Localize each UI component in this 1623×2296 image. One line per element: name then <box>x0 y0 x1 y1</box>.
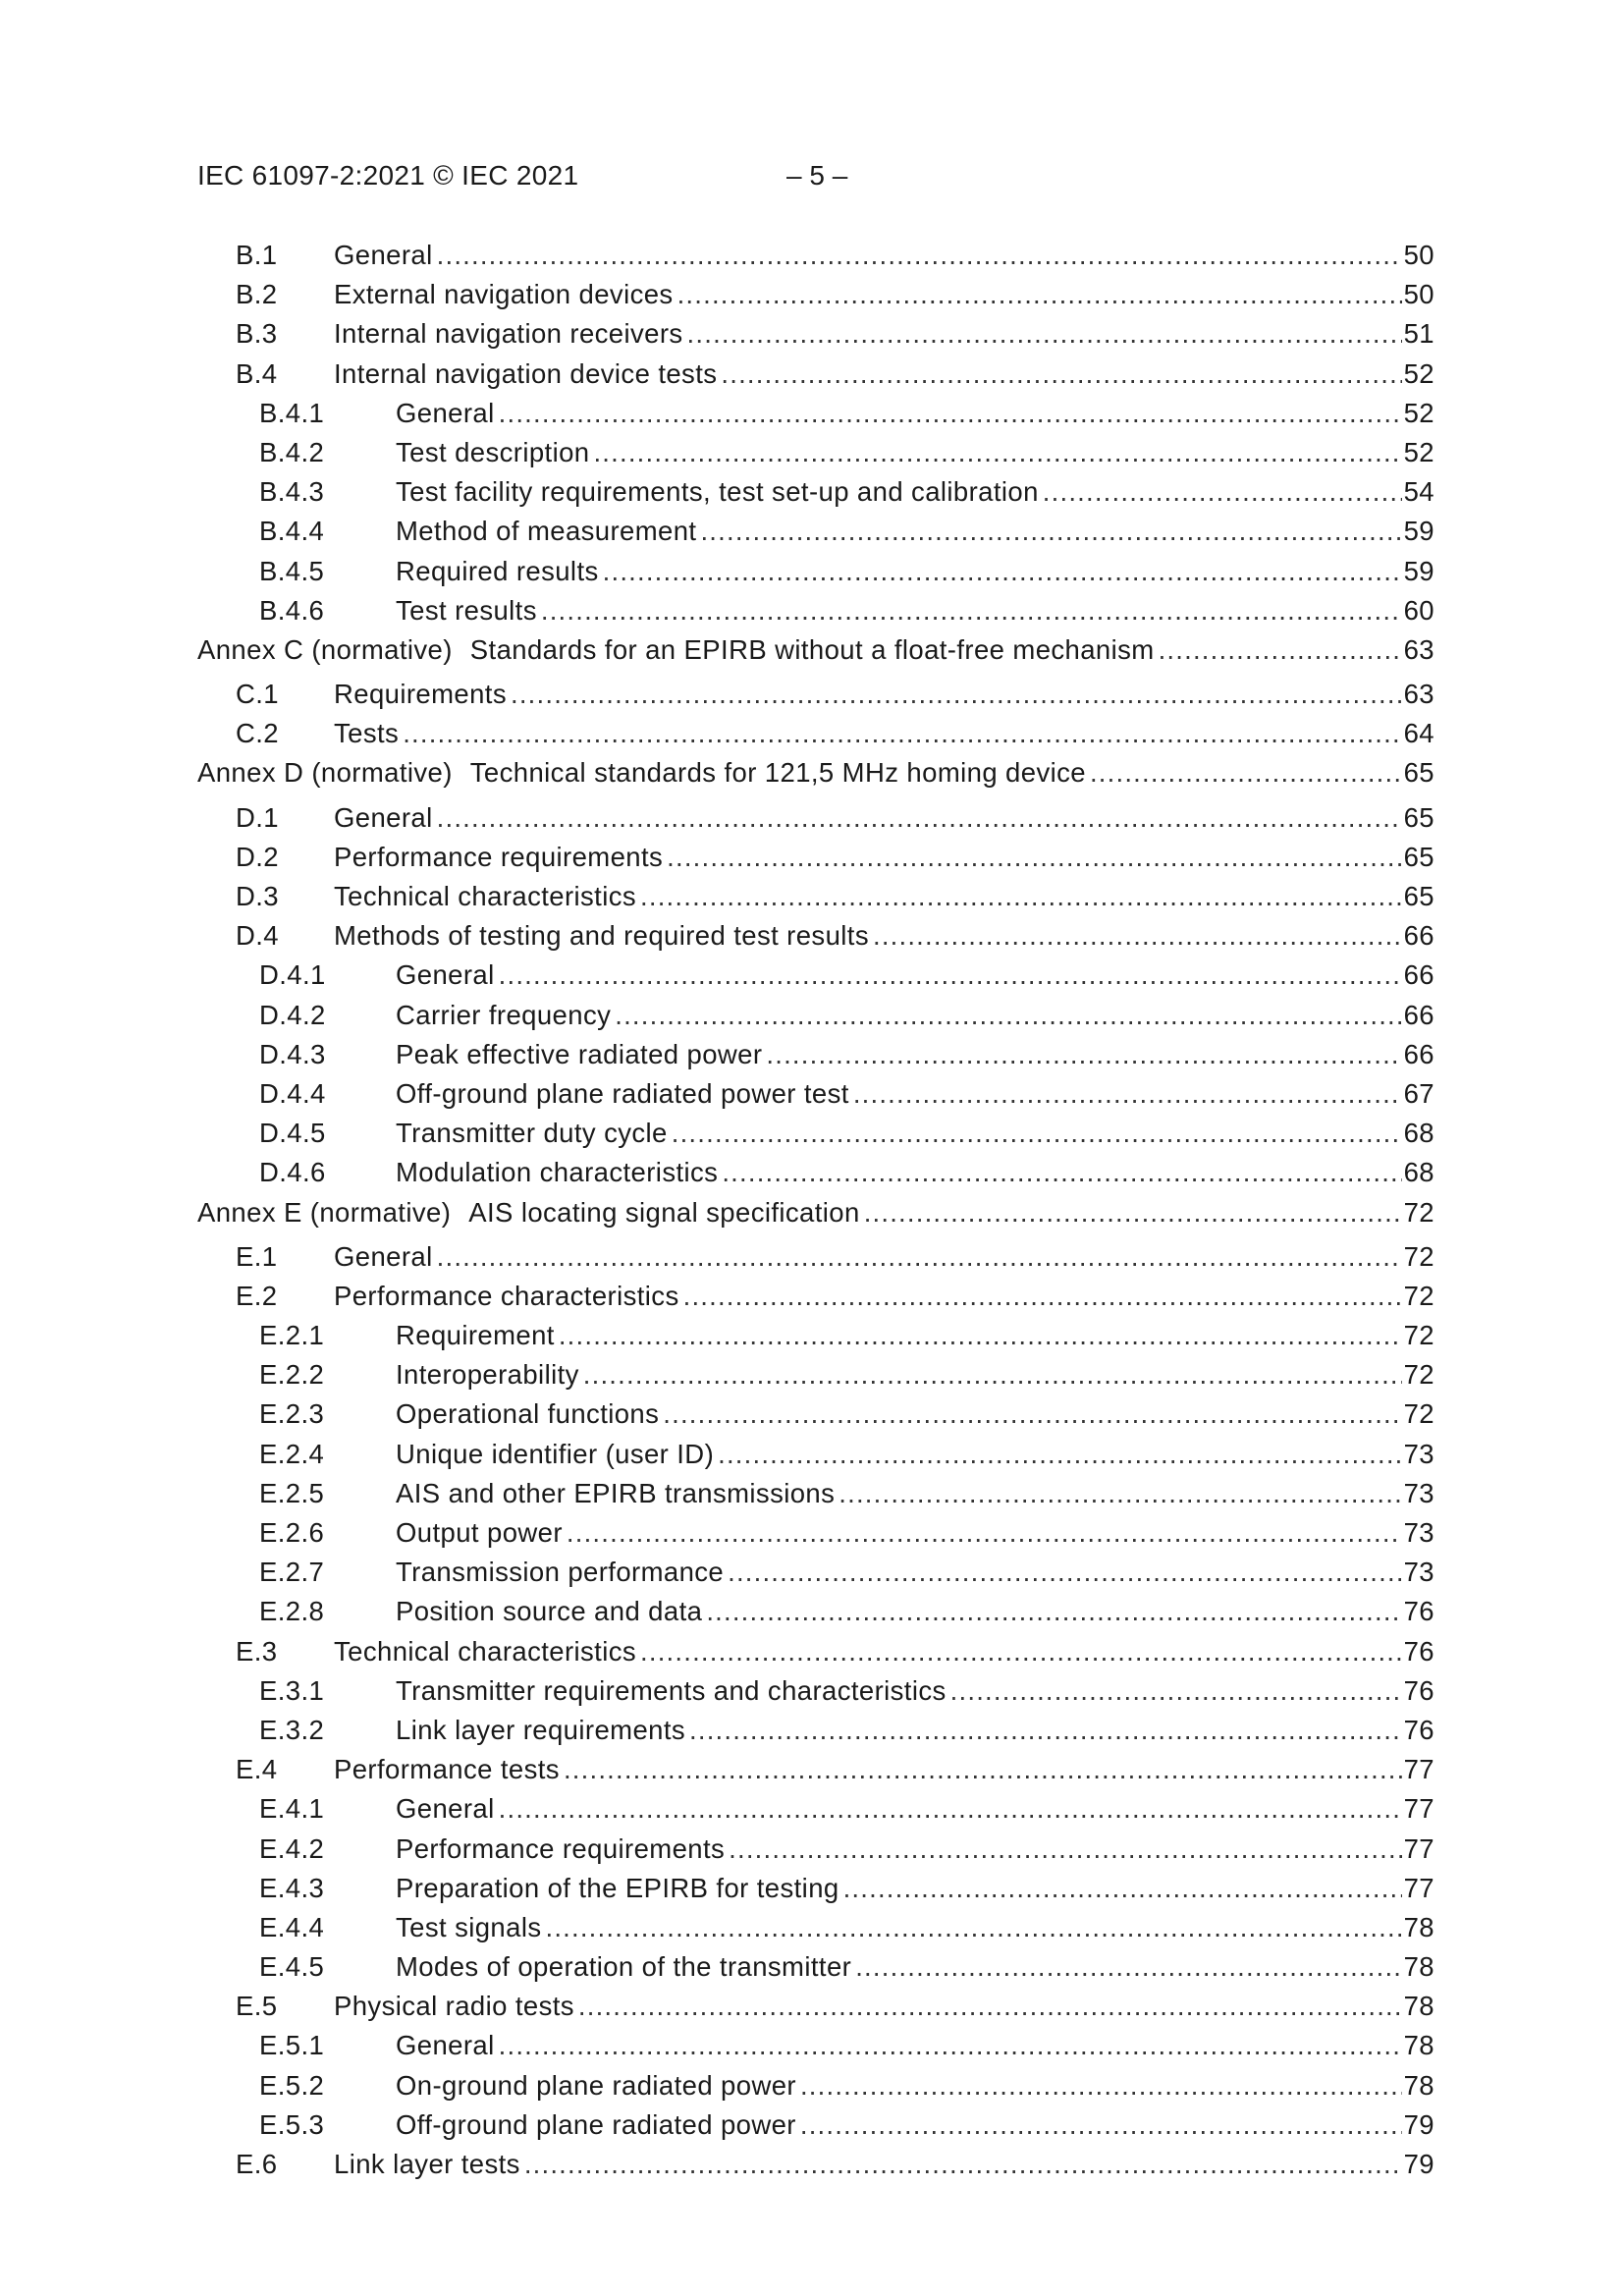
toc-entry[interactable] <box>197 838 1434 877</box>
toc-entry[interactable] <box>197 355 1434 394</box>
toc-entry-page: 72 <box>1403 1196 1434 1228</box>
toc-dot-leader <box>603 552 1402 591</box>
toc-dot-leader <box>559 1316 1402 1355</box>
toc-dot-leader <box>640 1632 1402 1671</box>
toc-dot-leader <box>677 275 1402 314</box>
toc-entry[interactable] <box>197 956 1434 995</box>
toc-entry-title: Off-ground plane radiated power test <box>396 1077 849 1109</box>
toc-entry-number: B.4.1 <box>259 397 325 428</box>
toc-dot-leader <box>853 1074 1402 1114</box>
toc-entry[interactable] <box>197 1671 1434 1711</box>
toc-entry-number: B.4.4 <box>259 516 325 547</box>
toc-dot-leader <box>511 675 1402 714</box>
toc-entry-number: E.6 <box>236 2149 278 2179</box>
toc-entry-title: Test signals <box>396 1911 542 1942</box>
toc-annex-entry[interactable] <box>197 630 1434 670</box>
toc-entry-title: Performance characteristics <box>334 1280 679 1311</box>
toc-entry-title: Technical characteristics <box>334 881 637 911</box>
toc-entry-title: General <box>334 240 433 270</box>
toc-entry-page: 50 <box>1403 240 1434 270</box>
toc-entry-number: B.4 <box>236 357 278 389</box>
toc-dot-leader <box>583 1355 1402 1394</box>
toc-entry[interactable] <box>197 2066 1434 2105</box>
toc-dot-leader <box>564 1750 1402 1789</box>
toc-entry-title: Peak effective radiated power <box>396 1038 763 1069</box>
toc-entry-page: 65 <box>1403 801 1434 833</box>
toc-entry-title: Methods of testing and required test results <box>334 920 869 952</box>
toc-entry-number: E.4.5 <box>259 1951 325 1983</box>
toc-entry[interactable] <box>197 877 1434 916</box>
toc-entry-number: E.2.1 <box>259 1320 325 1351</box>
toc-dot-leader <box>672 1114 1402 1153</box>
toc-entry[interactable] <box>197 394 1434 433</box>
toc-entry[interactable] <box>197 472 1434 512</box>
toc-entry-page: 52 <box>1403 436 1434 467</box>
toc-entry-title: Physical radio tests <box>334 1991 574 2022</box>
toc-entry-number: E.2.8 <box>259 1596 325 1627</box>
toc-entry-title: Test description <box>396 436 590 467</box>
toc-entry-page: 65 <box>1403 881 1434 911</box>
toc-entry-number: D.4.5 <box>259 1118 326 1149</box>
toc-entry-number: B.4.6 <box>259 594 325 626</box>
toc-entry-number: E.4.3 <box>259 1872 325 1903</box>
toc-entry[interactable] <box>197 1592 1434 1631</box>
toc-entry-number: E.4.1 <box>259 1793 325 1825</box>
toc-dot-leader <box>437 798 1402 838</box>
toc-dot-leader <box>499 1789 1402 1829</box>
toc-entry-title: Technical characteristics <box>334 1635 637 1667</box>
toc-entry-page: 78 <box>1403 1991 1434 2022</box>
toc-annex-entry[interactable] <box>197 1193 1434 1232</box>
toc-entry-page: 79 <box>1403 2149 1434 2179</box>
toc-entry-title: Carrier frequency <box>396 999 612 1030</box>
toc-entry-page: 72 <box>1403 1359 1434 1391</box>
toc-entry-page: 79 <box>1403 2108 1434 2140</box>
toc-entry-title: AIS locating signal specification <box>468 1196 860 1228</box>
toc-entry-page: 68 <box>1403 1118 1434 1149</box>
toc-entry-number: B.4.3 <box>259 476 325 508</box>
toc-entry[interactable] <box>197 433 1434 472</box>
toc-entry-title: Off-ground plane radiated power <box>396 2108 796 2140</box>
toc-entry-title: Requirement <box>396 1320 555 1351</box>
toc-dot-leader <box>839 1474 1401 1513</box>
toc-entry[interactable] <box>197 1908 1434 1947</box>
toc-entry-page: 63 <box>1403 679 1434 710</box>
toc-entry-number: E.5.2 <box>259 2069 325 2101</box>
toc-dot-leader <box>950 1671 1402 1711</box>
toc-dot-leader <box>766 1035 1401 1074</box>
toc-entry-number: B.4.2 <box>259 436 325 467</box>
toc-entry-title: Transmitter requirements and characteristics <box>396 1674 947 1706</box>
toc-entry-title: Interoperability <box>396 1359 579 1391</box>
page-number: – 5 – <box>786 160 848 191</box>
toc-entry-page: 63 <box>1403 633 1434 665</box>
toc-dot-leader <box>663 1394 1401 1434</box>
toc-entry[interactable] <box>197 1316 1434 1355</box>
toc-entry-title: Modulation characteristics <box>396 1157 719 1188</box>
toc-dot-leader <box>873 916 1402 956</box>
toc-entry-page: 72 <box>1403 1320 1434 1351</box>
toc-entry[interactable] <box>197 714 1434 753</box>
toc-entry[interactable] <box>197 1035 1434 1074</box>
toc-entry-page: 76 <box>1403 1674 1434 1706</box>
toc-entry-number: E.4 <box>236 1754 278 1785</box>
toc-entry-page: 60 <box>1403 594 1434 626</box>
toc-dot-leader <box>864 1193 1402 1232</box>
toc-entry-title: External navigation devices <box>334 279 674 310</box>
toc-entry-number: E.2.5 <box>259 1477 325 1508</box>
toc-entry-title: Unique identifier (user ID) <box>396 1438 715 1469</box>
toc-entry[interactable] <box>197 2026 1434 2065</box>
toc-dot-leader <box>499 394 1402 433</box>
toc-entry[interactable] <box>197 1153 1434 1192</box>
toc-dot-leader <box>843 1869 1402 1908</box>
toc-entry-title: Performance tests <box>334 1754 560 1785</box>
toc-entry-number: E.5.1 <box>259 2030 325 2061</box>
toc-entry-title: Method of measurement <box>396 516 697 547</box>
toc-entry-title: Output power <box>396 1517 563 1548</box>
toc-entry-number: E.2.2 <box>259 1359 325 1391</box>
toc-entry-title: Standards for an EPIRB without a float-free mechanism <box>469 633 1155 665</box>
toc-entry-number: E.2.7 <box>259 1557 325 1588</box>
toc-dot-leader <box>403 714 1401 753</box>
toc-entry-page: 73 <box>1403 1557 1434 1588</box>
toc-entry[interactable] <box>197 512 1434 551</box>
toc-dot-leader <box>541 591 1402 630</box>
toc-entry-number: D.3 <box>236 881 279 911</box>
toc-entry-number: D.2 <box>236 841 279 872</box>
toc-entry-page: 73 <box>1403 1438 1434 1469</box>
toc-entry-number: Annex D (normative) <box>197 757 453 789</box>
toc-dot-leader <box>667 838 1401 877</box>
toc-entry-page: 78 <box>1403 1951 1434 1983</box>
toc-entry-title: Link layer tests <box>334 2149 520 2179</box>
toc-entry-page: 78 <box>1403 2030 1434 2061</box>
toc-entry[interactable] <box>197 275 1434 314</box>
toc-entry[interactable] <box>197 314 1434 354</box>
toc-dot-leader <box>437 1237 1402 1277</box>
toc-dot-leader <box>700 512 1401 551</box>
toc-dot-leader <box>1090 753 1402 793</box>
toc-entry-title: Tests <box>334 718 400 749</box>
toc-entry-number: E.5 <box>236 1991 278 2022</box>
toc-entry-page: 50 <box>1403 279 1434 310</box>
toc-entry-title: Operational functions <box>396 1398 660 1430</box>
toc-entry-page: 66 <box>1403 999 1434 1030</box>
toc-entry[interactable] <box>197 1632 1434 1671</box>
toc-entry-title: Position source and data <box>396 1596 703 1627</box>
toc-dot-leader <box>718 1435 1401 1474</box>
toc-entry-title: Performance requirements <box>396 1832 726 1864</box>
toc-entry[interactable] <box>197 1237 1434 1277</box>
toc-dot-leader <box>722 1153 1401 1192</box>
toc-entry-title: Required results <box>396 555 599 586</box>
toc-entry-number: D.4.3 <box>259 1038 326 1069</box>
toc-entry-page: 76 <box>1403 1635 1434 1667</box>
toc-entry-page: 72 <box>1403 1280 1434 1311</box>
toc-entry-page: 73 <box>1403 1477 1434 1508</box>
toc-entry-number: E.3.2 <box>259 1714 325 1745</box>
toc-entry-title: Transmitter duty cycle <box>396 1118 668 1149</box>
toc-entry[interactable] <box>197 1074 1434 1114</box>
toc-entry-page: 77 <box>1403 1832 1434 1864</box>
toc-entry-title: Preparation of the EPIRB for testing <box>396 1872 839 1903</box>
toc-dot-leader <box>800 2066 1402 2105</box>
toc-entry-page: 59 <box>1403 555 1434 586</box>
toc-entry[interactable] <box>197 2105 1434 2145</box>
toc-dot-leader <box>687 314 1402 354</box>
toc-entry-number: E.2 <box>236 1280 278 1311</box>
toc-entry-number: D.4.6 <box>259 1157 326 1188</box>
toc-entry[interactable] <box>197 1750 1434 1789</box>
toc-dot-leader <box>689 1711 1402 1750</box>
toc-entry[interactable] <box>197 1869 1434 1908</box>
toc-entry-page: 65 <box>1403 841 1434 872</box>
toc-entry-title: Requirements <box>334 679 507 710</box>
toc-entry-number: E.5.3 <box>259 2108 325 2140</box>
toc-entry-title: Internal navigation device tests <box>334 357 718 389</box>
toc-entry-page: 77 <box>1403 1793 1434 1825</box>
toc-entry[interactable] <box>197 1553 1434 1592</box>
toc-entry-page: 52 <box>1403 357 1434 389</box>
toc-entry-page: 66 <box>1403 920 1434 952</box>
toc-entry-number: C.1 <box>236 679 279 710</box>
toc-entry-number: Annex E (normative) <box>197 1196 452 1228</box>
toc-entry-page: 76 <box>1403 1714 1434 1745</box>
toc-entry-number: D.4.2 <box>259 999 326 1030</box>
toc-dot-leader <box>499 956 1402 995</box>
toc-entry[interactable] <box>197 2145 1434 2184</box>
toc-entry-page: 66 <box>1403 1038 1434 1069</box>
toc-entry-title: On-ground plane radiated power <box>396 2069 796 2101</box>
toc-entry-number: D.4.1 <box>259 959 326 991</box>
toc-entry-number: D.4.4 <box>259 1077 326 1109</box>
toc-dot-leader <box>800 2105 1402 2145</box>
toc-entry-page: 66 <box>1403 959 1434 991</box>
toc-dot-leader <box>615 996 1401 1035</box>
toc-dot-leader <box>855 1947 1401 1987</box>
toc-entry-title: AIS and other EPIRB transmissions <box>396 1477 836 1508</box>
toc-entry[interactable] <box>197 916 1434 956</box>
toc-entry-page: 64 <box>1403 718 1434 749</box>
toc-entry-number: E.3.1 <box>259 1674 325 1706</box>
toc-entry-title: General <box>396 1793 495 1825</box>
toc-dot-leader <box>578 1987 1402 2026</box>
toc-dot-leader <box>721 355 1401 394</box>
toc-entry-page: 51 <box>1403 318 1434 350</box>
toc-entry-page: 72 <box>1403 1240 1434 1272</box>
toc-entry-number: B.1 <box>236 240 278 270</box>
toc-entry[interactable] <box>197 552 1434 591</box>
toc-entry[interactable] <box>197 798 1434 838</box>
page-header <box>197 157 1434 194</box>
toc-dot-leader <box>706 1592 1401 1631</box>
toc-entry[interactable] <box>197 1947 1434 1987</box>
toc-entry[interactable] <box>197 1513 1434 1553</box>
toc-entry[interactable] <box>197 236 1434 275</box>
toc-entry-number: E.3 <box>236 1635 278 1667</box>
toc-entry-number: B.2 <box>236 279 278 310</box>
toc-entry[interactable] <box>197 1277 1434 1316</box>
toc-dot-leader <box>1159 630 1402 670</box>
toc-entry-number: B.3 <box>236 318 278 350</box>
toc-dot-leader <box>728 1553 1402 1592</box>
toc-entry[interactable] <box>197 1987 1434 2026</box>
toc-dot-leader <box>437 236 1402 275</box>
toc-dot-leader <box>593 433 1401 472</box>
toc-entry-title: Link layer requirements <box>396 1714 686 1745</box>
toc-entry-title: General <box>396 959 495 991</box>
toc-entry-page: 59 <box>1403 516 1434 547</box>
toc-entry-page: 52 <box>1403 397 1434 428</box>
toc-entry-title: Test results <box>396 594 537 626</box>
toc-entry[interactable] <box>197 1474 1434 1513</box>
toc-entry-title: Performance requirements <box>334 841 664 872</box>
toc-dot-leader <box>499 2026 1402 2065</box>
toc-entry-number: D.1 <box>236 801 279 833</box>
toc-annex-entry[interactable] <box>197 753 1434 793</box>
toc-entry-page: 65 <box>1403 757 1434 789</box>
toc-entry-page: 77 <box>1403 1872 1434 1903</box>
toc-entry-number: E.4.4 <box>259 1911 325 1942</box>
toc-dot-leader <box>683 1277 1402 1316</box>
toc-dot-leader <box>640 877 1402 916</box>
toc-entry-page: 73 <box>1403 1517 1434 1548</box>
toc-entry-number: Annex C (normative) <box>197 633 453 665</box>
toc-entry[interactable] <box>197 1711 1434 1750</box>
toc-entry-title: Internal navigation receivers <box>334 318 683 350</box>
toc-entry-page: 78 <box>1403 1911 1434 1942</box>
toc-entry-number: E.2.3 <box>259 1398 325 1430</box>
toc-entry-number: D.4 <box>236 920 279 952</box>
toc-entry-number: C.2 <box>236 718 279 749</box>
toc-entry-page: 78 <box>1403 2069 1434 2101</box>
toc-entry-page: 72 <box>1403 1398 1434 1430</box>
toc-entry-number: E.2.4 <box>259 1438 325 1469</box>
toc-entry-number: E.2.6 <box>259 1517 325 1548</box>
toc-entry-title: General <box>334 1240 433 1272</box>
document-identifier: IEC 61097-2:2021 © IEC 2021 <box>197 160 579 191</box>
toc-entry-page: 68 <box>1403 1157 1434 1188</box>
toc-entry-page: 67 <box>1403 1077 1434 1109</box>
toc-entry[interactable] <box>197 1114 1434 1153</box>
toc-entry[interactable] <box>197 675 1434 714</box>
toc-dot-leader <box>729 1830 1401 1869</box>
toc-entry-page: 77 <box>1403 1754 1434 1785</box>
toc-entry-page: 76 <box>1403 1596 1434 1627</box>
toc-entry-number: E.1 <box>236 1240 278 1272</box>
toc-entry-title: Transmission performance <box>396 1557 725 1588</box>
table-of-contents <box>197 236 1434 2184</box>
toc-entry-title: General <box>334 801 433 833</box>
toc-entry-title: Modes of operation of the transmitter <box>396 1951 852 1983</box>
toc-entry-title: General <box>396 397 495 428</box>
toc-entry[interactable] <box>197 996 1434 1035</box>
toc-dot-leader <box>524 2145 1402 2184</box>
toc-dot-leader <box>1043 472 1402 512</box>
toc-entry-page: 54 <box>1403 476 1434 508</box>
toc-entry[interactable] <box>197 1435 1434 1474</box>
toc-entry[interactable] <box>197 1789 1434 1829</box>
toc-entry-title: Test facility requirements, test set-up and calibration <box>396 476 1039 508</box>
toc-dot-leader <box>567 1513 1402 1553</box>
toc-entry[interactable] <box>197 1394 1434 1434</box>
toc-entry-title: General <box>396 2030 495 2061</box>
toc-entry-number: E.4.2 <box>259 1832 325 1864</box>
toc-entry-title: Technical standards for 121,5 MHz homing device <box>469 757 1086 789</box>
toc-entry-number: B.4.5 <box>259 555 325 586</box>
toc-entry[interactable] <box>197 1830 1434 1869</box>
toc-entry[interactable] <box>197 1355 1434 1394</box>
toc-dot-leader <box>545 1908 1401 1947</box>
toc-entry[interactable] <box>197 591 1434 630</box>
